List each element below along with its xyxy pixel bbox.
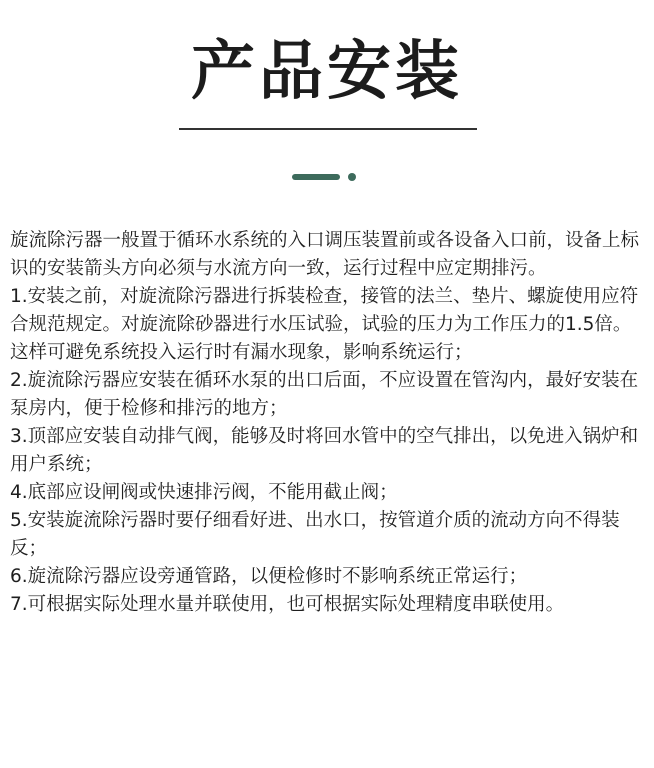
instruction-item-1: 1.安装之前，对旋流除污器进行拆装检查，接管的法兰、垫片、螺旋使用应符合规范规定。对旋流除砂器进行水压试验，试验的压力为工作压力的1.5倍。这样可避免系统投入运行时有漏水现象，影响系统运行； [10,286,639,363]
instruction-item-6: 6.旋流除污器应设旁通管路，以便检修时不影响系统正常运行； [10,566,528,587]
accent-decoration [292,172,362,182]
page-title: 产品安装 [191,35,463,109]
accent-dot [348,173,356,181]
intro-paragraph: 旋流除污器一般置于循环水系统的入口调压装置前或各设备入口前，设备上标识的安装箭头方向必须与水流方向一致，运行过程中应定期排污。 [10,230,640,279]
instruction-item-3: 3.顶部应安装自动排气阀，能够及时将回水管中的空气排出，以免进入锅炉和用户系统； [10,426,639,475]
instruction-item-2: 2.旋流除污器应安装在循环水泵的出口后面，不应设置在管沟内，最好安装在泵房内，便于检修和排污的地方； [10,370,639,419]
accent-bar [292,174,340,180]
installation-instructions [10,227,646,619]
title-divider [179,128,477,130]
instruction-item-4: 4.底部应设闸阀或快速排污阀，不能用截止阀； [10,482,398,503]
instruction-item-5: 5.安装旋流除污器时要仔细看好进、出水口，按管道介质的流动方向不得装反； [10,510,620,559]
instruction-item-7: 7.可根据实际处理水量并联使用，也可根据实际处理精度串联使用。 [10,594,565,615]
